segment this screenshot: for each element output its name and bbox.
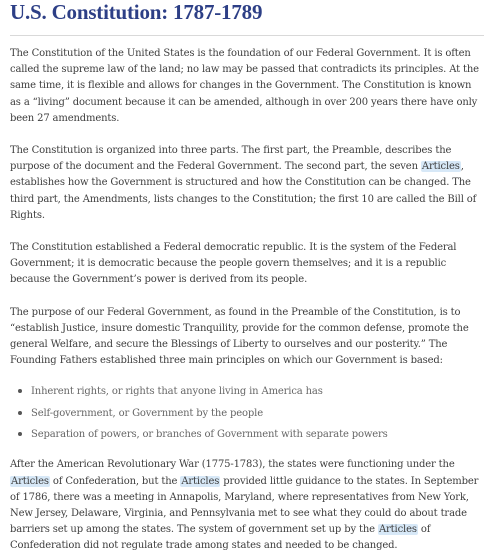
paragraph-structure — [10, 143, 482, 224]
paragraph-republic: The Constitution established a Federal democratic republic. It is the system of the Federal Government; it is democratic because the people govern themselves; and it is a republic because the Government’s power is derived from its people. — [10, 242, 457, 286]
highlighted-term-articles[interactable]: Articles — [421, 161, 460, 173]
paragraph-purpose: The purpose of our Federal Government, as found in the Preamble of the Constitution, is to “establish Justice, insure domestic Tranquility, provide for the common defense, promote the general Welfare, and secure the Blessings of Liberty to ourselves and our posterity.” The Founding Fathers established three main principles on which our Government is based: — [10, 306, 469, 367]
paragraph-text: , establishes how the Government is structured and how the Constitution can be changed. The third part, the Amendments, lists changes to the Constitution; the first 10 are called the Bill of Rights. — [10, 161, 477, 221]
list-item — [31, 381, 482, 402]
highlighted-term-articles[interactable]: Articles — [11, 475, 49, 487]
paragraph-text: provided little guidance to the states. In September of 1786, there was a meeting in Annapolis, Maryland, where representatives from New York, New Jersey, Delaware, Virginia, and Pennsylvania met to see what they could do about trade barriers set up among the states. The system of government set up by the — [10, 475, 479, 536]
paragraph-text: of Confederation did not regulate trade among states and needed to be changed. — [10, 524, 431, 552]
title-divider — [10, 35, 484, 36]
list-item-label: Inherent rights, or rights that anyone living in America has — [31, 386, 323, 398]
highlighted-term-articles[interactable]: Articles — [378, 524, 417, 536]
list-item-label: Self-government, or Government by the people — [31, 407, 263, 419]
paragraph-intro: The Constitution of the United States is the foundation of our Federal Government. It is often called the supreme law of the land; no law may be passed that contradicts its principles. At the same time, it is flexible and allows for changes in the Government. The Constitution is known as a “living” document because it can be amended, although in over 200 years there have only been 27 amendments. — [10, 48, 479, 124]
highlighted-term-articles[interactable]: Articles — [181, 475, 220, 487]
paragraph-text: of Confederation, but the — [49, 475, 181, 487]
list-item — [31, 424, 482, 445]
paragraph-history — [10, 457, 482, 554]
list-item-label: Separation of powers, or branches of Government with separate powers — [31, 429, 388, 441]
list-item — [31, 403, 482, 424]
bullet-icon — [18, 432, 22, 436]
paragraph-text: The Constitution is organized into three parts. The first part, the Preamble, describes the purpose of the document and the Federal Government. The second part, the seven — [10, 145, 452, 173]
bullet-icon — [18, 411, 22, 415]
page-title: U.S. Constitution: 1787-1789 — [10, 0, 263, 24]
paragraph-text: After the American Revolutionary War (1775-1783), the states were functioning under the — [10, 459, 455, 471]
principles-list — [10, 381, 482, 445]
bullet-icon — [18, 389, 22, 393]
